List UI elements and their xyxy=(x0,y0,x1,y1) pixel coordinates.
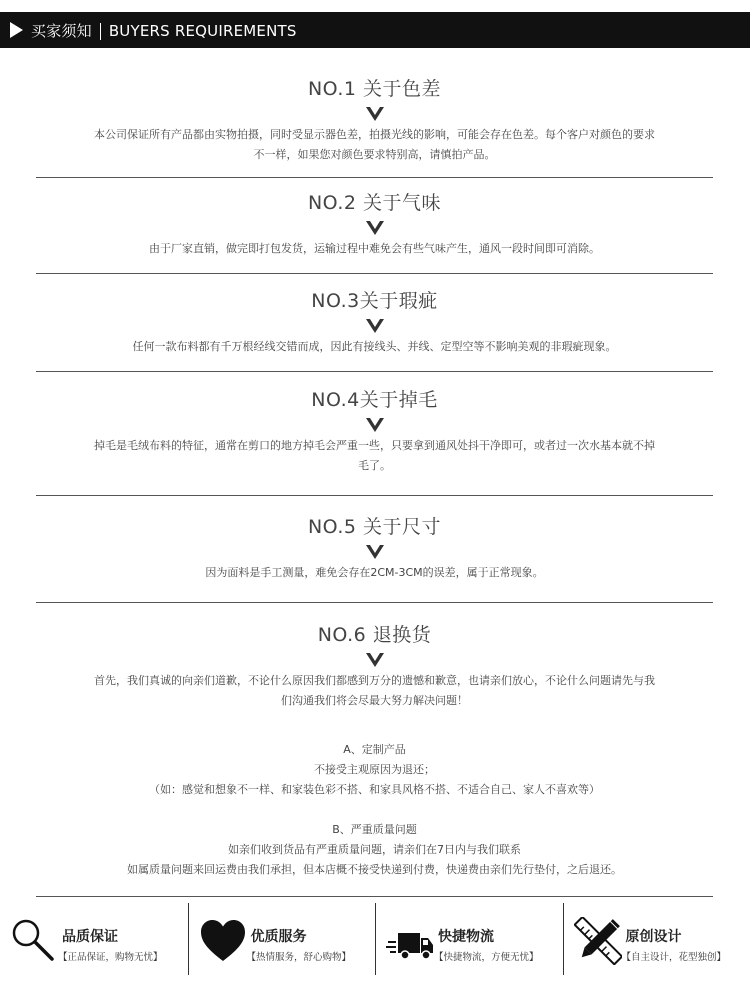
guarantee-design xyxy=(563,903,750,975)
section-odor xyxy=(36,188,713,259)
guarantee-subtitle: 【正品保证，购物无忧】 xyxy=(58,952,163,963)
chevron-down-icon xyxy=(366,319,384,333)
section-shedding xyxy=(36,385,713,476)
section-title: NO.5 关于尺寸 xyxy=(307,516,442,538)
chevron-down-icon xyxy=(366,545,384,559)
guarantee-subtitle: 【自主设计，花型独创】 xyxy=(621,952,727,963)
section-title: NO.1 关于色差 xyxy=(307,78,442,100)
title-divider xyxy=(100,23,101,40)
body-line: 掉毛是毛绒布料的特征，通常在剪口的地方掉毛会严重一些，只要拿到通风处抖干净即可，或者过一次水基本就不掉 xyxy=(94,439,655,452)
section-title: NO.2 关于气味 xyxy=(307,192,442,214)
body-line: 首先，我们真诚的向亲们道歉，不论什么原因我们都感到万分的遗憾和歉意，也请亲们放心，不论什么问题请先与我 xyxy=(94,674,655,687)
sub-heading: A、定制产品 xyxy=(343,743,406,756)
divider xyxy=(36,896,713,897)
divider xyxy=(36,602,713,603)
section-body xyxy=(36,671,713,711)
play-triangle-icon xyxy=(10,22,23,38)
header-bar xyxy=(0,12,750,48)
divider xyxy=(36,273,713,274)
body-line: 因为面料是手工测量，难免会存在2CM-3CM的误差，属于正常现象。 xyxy=(205,566,544,579)
sub-custom-products xyxy=(36,740,713,800)
guarantee-title: 品质保证 xyxy=(62,929,118,945)
title-cn: 买家须知 xyxy=(31,21,92,40)
divider xyxy=(36,177,713,178)
sub-line: 如属质量问题来回运费由我们承担，但本店概不接受快递到付费，快递费由亲们先行垫付，之后退还。 xyxy=(127,863,622,876)
sub-line: （如：感觉和想象不一样、和家装色彩不搭、和家具风格不搭、不适合自己、家人不喜欢等） xyxy=(149,783,600,796)
section-title: NO.4关于掉毛 xyxy=(311,389,438,411)
guarantee-title: 快捷物流 xyxy=(438,929,494,945)
section-body xyxy=(36,125,713,165)
section-body xyxy=(36,563,713,583)
guarantee-subtitle: 【快捷物流，方便无忧】 xyxy=(434,952,539,963)
guarantee-logistics xyxy=(375,903,563,975)
body-line: 不一样，如果您对颜色要求特别高，请慎拍产品。 xyxy=(253,148,496,161)
guarantee-service xyxy=(188,903,376,975)
chevron-down-icon xyxy=(366,107,384,121)
magnifier-icon xyxy=(10,917,58,965)
sub-heading: B、严重质量问题 xyxy=(332,823,417,836)
sub-line: 如亲们收到货品有严重质量问题，请亲们在7日内与我们联系 xyxy=(228,843,521,856)
body-line: 本公司保证所有产品都由实物拍摄，同时受显示器色差，拍摄光线的影响，可能会存在色差。每个客户对颜色的要求 xyxy=(94,128,655,141)
pencil-ruler-icon xyxy=(574,917,622,965)
section-body xyxy=(36,337,713,357)
guarantee-title: 原创设计 xyxy=(625,929,682,945)
divider xyxy=(36,495,713,496)
section-title: NO.6 退换货 xyxy=(317,624,432,646)
section-flaws xyxy=(36,286,713,357)
sub-quality-issues xyxy=(36,820,713,880)
chevron-down-icon xyxy=(366,418,384,432)
chevron-down-icon xyxy=(366,221,384,235)
body-line: 由于厂家直销，做完即打包发货，运输过程中难免会有些气味产生，通风一段时间即可消除。 xyxy=(149,242,600,255)
body-line: 们沟通我们将会尽最大努力解决问题！ xyxy=(281,694,468,707)
divider xyxy=(36,371,713,372)
page-title xyxy=(31,20,297,41)
section-body xyxy=(36,239,713,259)
section-title: NO.3关于瑕疵 xyxy=(311,290,438,312)
chevron-down-icon xyxy=(366,653,384,667)
title-en: BUYERS REQUIREMENTS xyxy=(108,21,297,40)
guarantee-subtitle: 【热情服务，舒心购物】 xyxy=(246,952,352,963)
heart-icon xyxy=(199,917,247,965)
section-returns xyxy=(36,620,713,711)
guarantee-bar xyxy=(0,903,750,975)
guarantee-quality xyxy=(0,903,188,975)
sub-line: 不接受主观原因为退还； xyxy=(314,763,435,776)
guarantee-title: 优质服务 xyxy=(250,929,307,945)
body-line: 毛了。 xyxy=(358,459,391,472)
section-body xyxy=(36,436,713,476)
truck-icon xyxy=(386,917,434,965)
body-line: 任何一款布料都有千万根经线交错而成，因此有接线头、并线、定型空等不影响美观的非瑕疵现象。 xyxy=(132,340,617,353)
section-color-difference xyxy=(36,74,713,165)
section-size xyxy=(36,512,713,583)
